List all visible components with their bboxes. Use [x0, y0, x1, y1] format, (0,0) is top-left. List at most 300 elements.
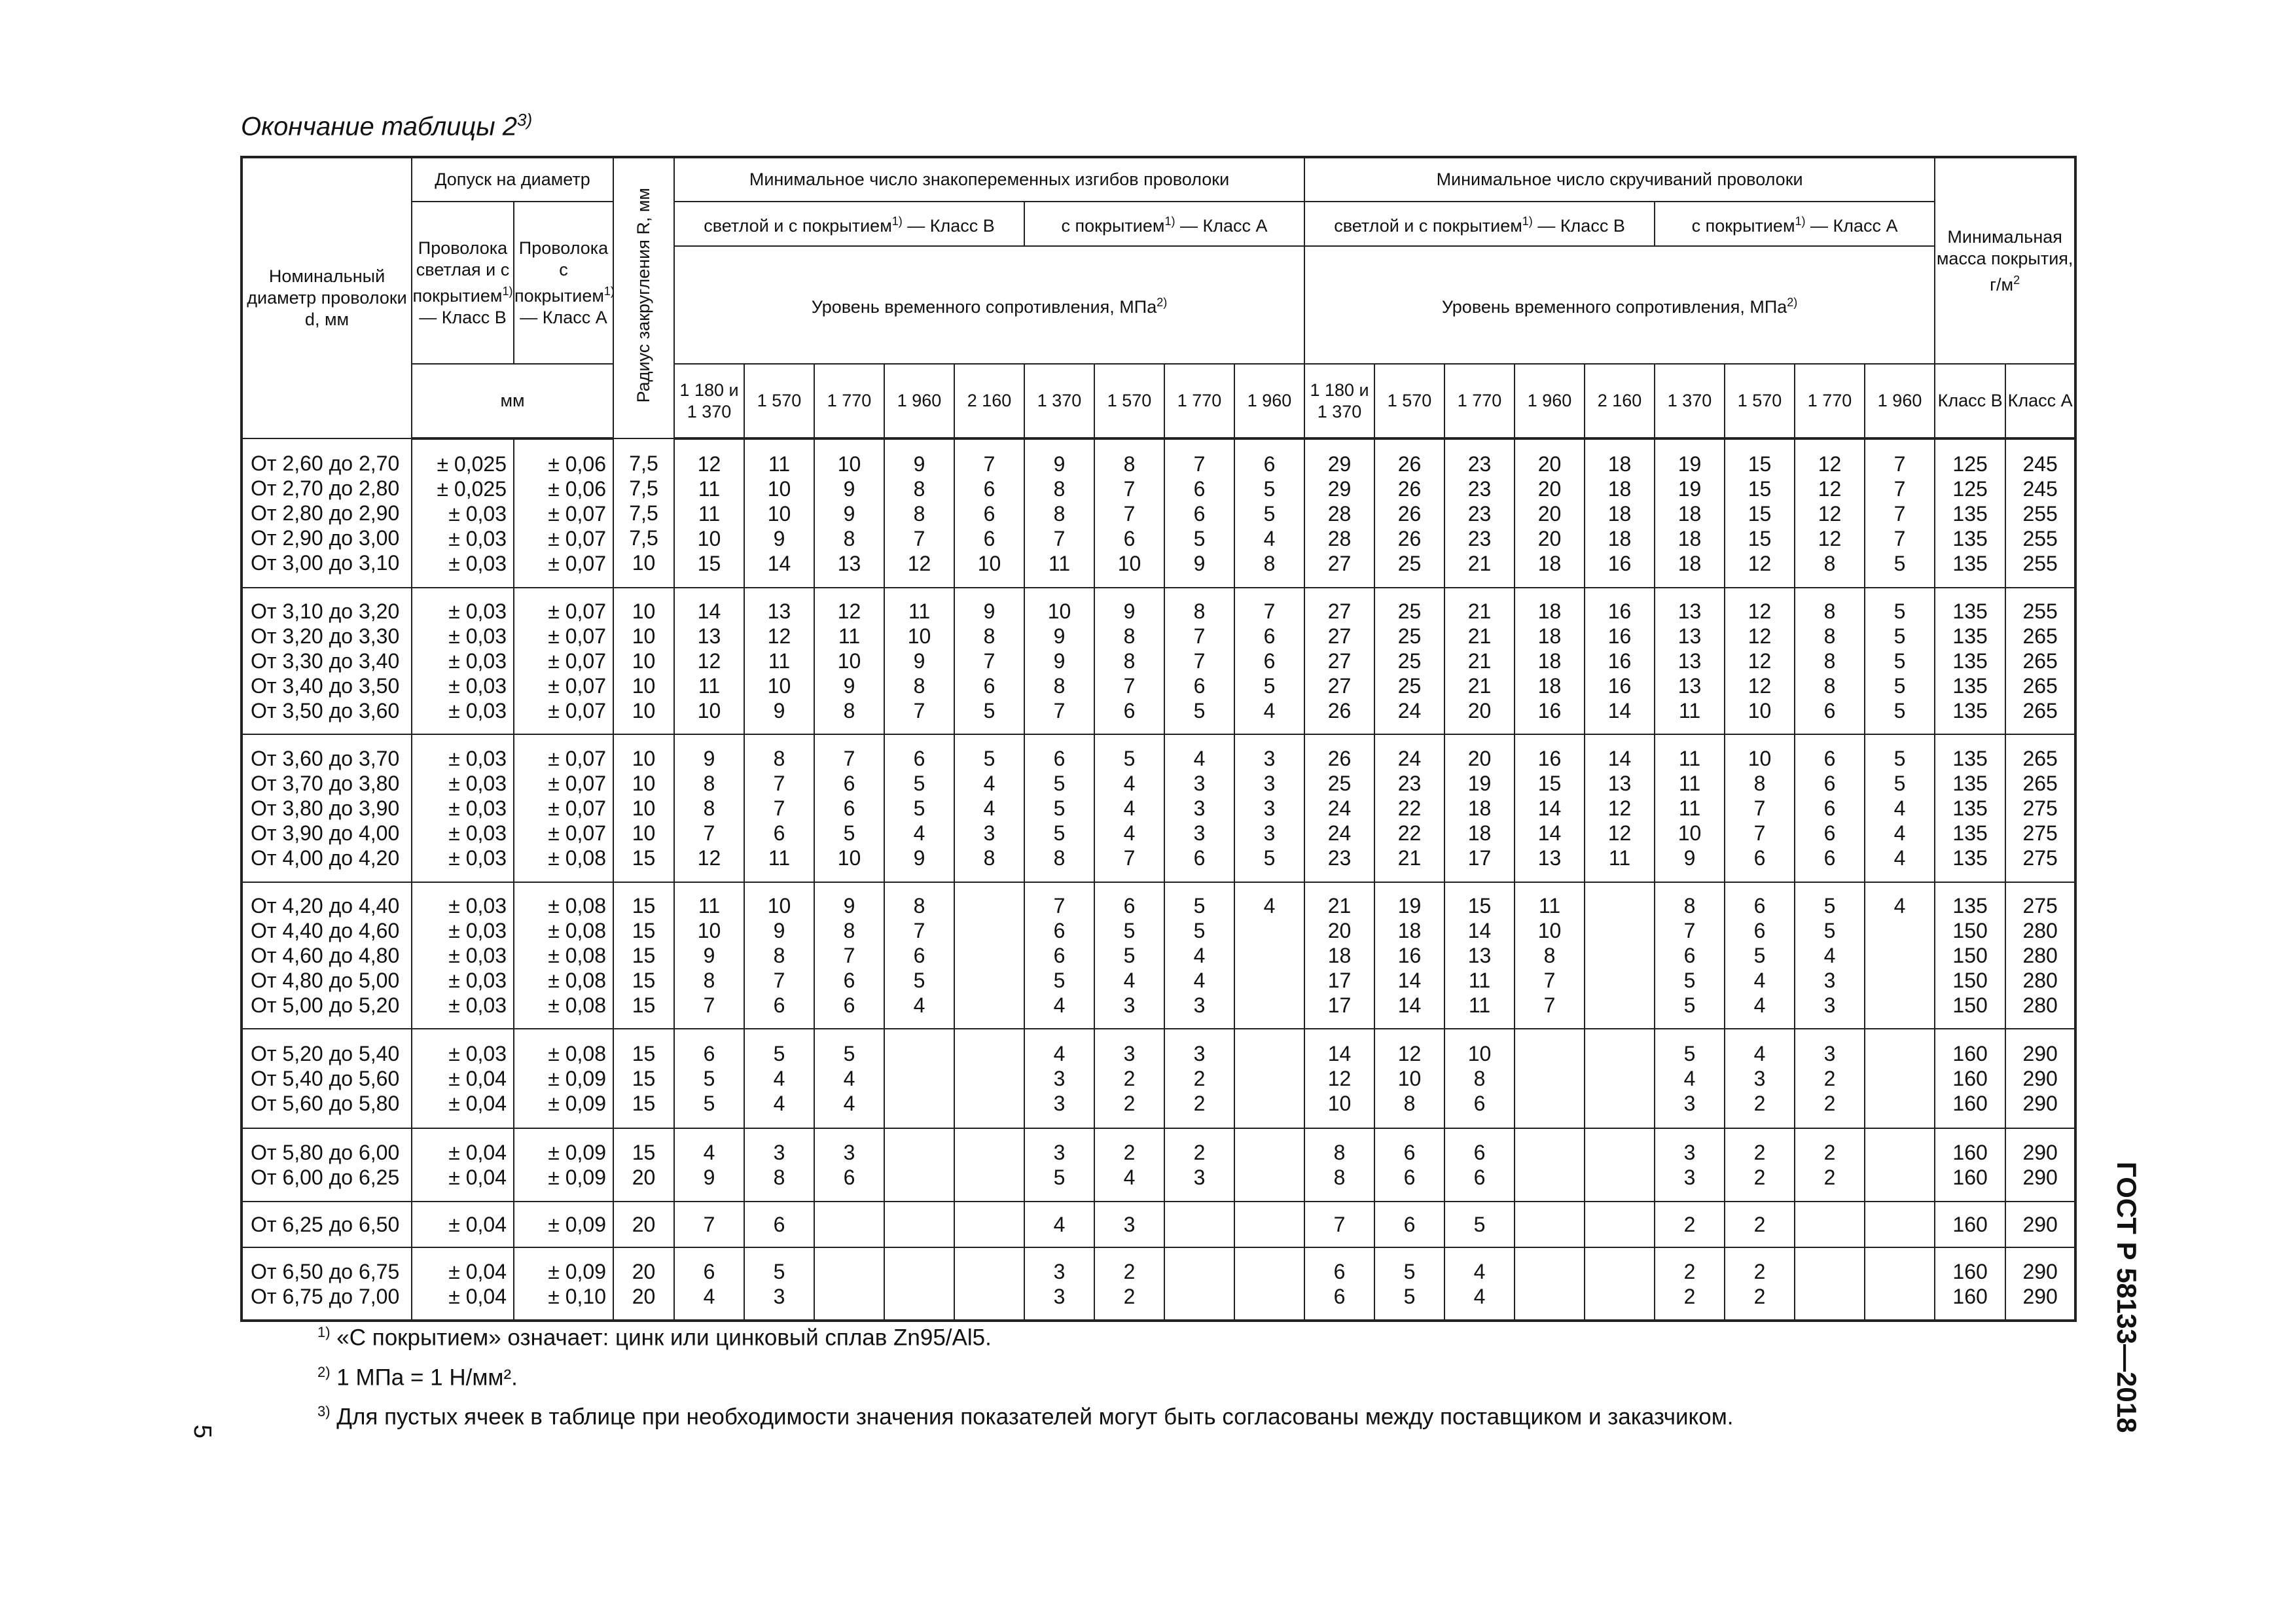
cell-line [1585, 1259, 1654, 1284]
cell-line [1585, 1165, 1654, 1190]
value-cell [1444, 882, 1515, 1029]
cell-line: 5 [913, 772, 925, 795]
cell-line [1515, 1066, 1584, 1091]
cell-line [1235, 1259, 1304, 1284]
cell-line: От 5,40 до 5,60 [251, 1067, 400, 1090]
cell-line: 9 [843, 674, 855, 698]
cell-line: 4 [1753, 969, 1766, 992]
cell-line [1165, 1284, 1234, 1309]
cell-line: 18 [1467, 821, 1492, 845]
cell-line: 290 [2022, 1092, 2058, 1115]
value-cell [1094, 1128, 1164, 1202]
value-cell [1444, 1202, 1515, 1247]
cell-line: 11 [768, 452, 791, 476]
cell-line: 6 [1823, 699, 1836, 722]
cell-line: ± 0,07 [548, 821, 606, 845]
cell-line: 2 [1753, 1166, 1766, 1189]
cell-line: 14 [1537, 821, 1562, 845]
cell-line: 14 [1537, 796, 1562, 820]
header-level: 1 180 и 1 370 [674, 364, 744, 438]
cell-line: 9 [913, 452, 925, 476]
header-level: 1 570 [1094, 364, 1164, 438]
value-cell [1024, 1128, 1094, 1202]
cell-line: 12 [697, 452, 721, 476]
value-cell [1234, 734, 1304, 882]
cell-line: 3 [1053, 1284, 1066, 1308]
cell-line: 13 [767, 599, 791, 623]
value-cell [1304, 734, 1374, 882]
value-cell [1725, 1247, 1795, 1321]
cell-line: 15 [632, 969, 656, 992]
value-cell [1374, 1128, 1444, 1202]
cell-line [885, 1066, 954, 1091]
cell-line: 11 [768, 649, 791, 673]
cell-line [1795, 1212, 1864, 1237]
cell-line: 5 [1263, 846, 1276, 870]
cell-line: ± 0,03 [448, 526, 507, 550]
cell-line: 10 [837, 452, 861, 476]
diameter-range-cell [242, 1202, 412, 1247]
cell-line: 2 [1193, 1141, 1206, 1164]
value-cell [1795, 438, 1865, 588]
cell-line: 7,5 [629, 452, 658, 475]
cell-line [1585, 968, 1654, 993]
header-level: 1 370 [1024, 364, 1094, 438]
value-cell [613, 1247, 674, 1321]
cell-line: ± 0,03 [448, 1042, 507, 1065]
cell-line: 6 [703, 1259, 715, 1283]
cell-line: 20 [1467, 747, 1492, 770]
cell-line: 280 [2022, 944, 2058, 967]
cell-line: 5 [913, 969, 925, 992]
cell-line: 9 [1683, 846, 1696, 870]
cell-line: 15 [632, 993, 656, 1017]
cell-line: От 3,40 до 3,50 [251, 674, 400, 698]
cell-line: 18 [1677, 551, 1702, 575]
cell-line: 4 [1053, 993, 1066, 1017]
cell-line: 9 [843, 894, 855, 918]
cell-line: 3 [1263, 821, 1276, 845]
cell-line: 5 [1193, 699, 1206, 722]
cell-line: От 6,25 до 6,50 [251, 1213, 400, 1236]
cell-line: 4 [1893, 894, 1906, 918]
cell-line: 11 [698, 476, 721, 501]
cell-line: 9 [1193, 551, 1206, 575]
cell-line: 135 [1952, 649, 1988, 673]
header-level: 1 570 [1374, 364, 1444, 438]
cell-line: 20 [1537, 501, 1562, 526]
cell-line: ± 0,09 [548, 1067, 606, 1090]
cell-line: 2 [1753, 1213, 1766, 1236]
cell-line: 135 [1952, 526, 1988, 550]
cell-line: 11 [1678, 796, 1701, 820]
cell-line: 5 [1193, 919, 1206, 942]
value-cell [1655, 1202, 1725, 1247]
cell-line: ± 0,04 [448, 1067, 507, 1090]
cell-line: 255 [2022, 599, 2058, 623]
cell-line: 4 [1473, 1259, 1486, 1283]
cell-line: 12 [1818, 526, 1842, 550]
cell-line: 13 [837, 551, 861, 575]
cell-line: 8 [913, 674, 925, 698]
cell-line: 17 [1327, 969, 1352, 992]
value-cell [1725, 1128, 1795, 1202]
cell-line: 11 [698, 501, 721, 526]
table-row-group [242, 1029, 2075, 1128]
cell-line [1235, 918, 1304, 943]
cell-line: 18 [1607, 526, 1632, 550]
cell-line: 290 [2022, 1067, 2058, 1090]
value-cell [814, 588, 884, 734]
cell-line: 13 [1677, 624, 1702, 648]
cell-line: 25 [1397, 624, 1422, 648]
cell-line: 24 [1397, 747, 1422, 770]
cell-line: От 3,80 до 3,90 [251, 796, 400, 820]
cell-line: 6 [1473, 1166, 1486, 1189]
cell-line: 13 [1677, 599, 1702, 623]
value-cell [1865, 438, 1935, 588]
cell-line: 265 [2022, 624, 2058, 648]
cell-line: 5 [1823, 919, 1836, 942]
cell-line: 4 [1893, 821, 1906, 845]
cell-line: 10 [907, 624, 931, 648]
value-cell [1935, 1029, 2005, 1128]
value-cell [1164, 588, 1234, 734]
cell-line: 5 [1823, 894, 1836, 918]
cell-line: 5 [1193, 526, 1206, 550]
cell-line: 12 [1748, 599, 1772, 623]
diameter-range-cell [242, 1029, 412, 1128]
cell-line: 5 [843, 1042, 855, 1065]
value-cell [1304, 882, 1374, 1029]
table-row-group [242, 734, 2075, 882]
cell-line: ± 0,03 [448, 796, 507, 820]
cell-line: 5 [1893, 674, 1906, 698]
cell-line: От 3,70 до 3,80 [251, 772, 400, 795]
value-cell [613, 882, 674, 1029]
cell-line: 6 [1263, 452, 1276, 476]
cell-line: ± 0,07 [548, 747, 606, 770]
cell-line: 8 [1753, 772, 1766, 795]
value-cell [1795, 1128, 1865, 1202]
cell-line: 265 [2022, 649, 2058, 673]
cell-line [955, 1165, 1024, 1190]
value-cell [1515, 734, 1585, 882]
cell-line: 14 [1327, 1042, 1352, 1065]
value-cell [1094, 1029, 1164, 1128]
cell-line: 10 [1748, 747, 1772, 770]
cell-line: 20 [1467, 699, 1492, 722]
cell-line: 10 [632, 796, 656, 820]
cell-line: 13 [1537, 846, 1562, 870]
cell-line: От 4,00 до 4,20 [251, 846, 400, 870]
cell-line: 8 [1403, 1092, 1416, 1115]
cell-line: 5 [983, 699, 996, 722]
value-cell [884, 588, 954, 734]
value-cell [613, 1029, 674, 1128]
cell-line: ± 0,06 [548, 476, 606, 501]
cell-line: 26 [1397, 476, 1422, 501]
cell-line: 255 [2022, 551, 2058, 575]
cell-line: 135 [1952, 501, 1988, 526]
value-cell [1094, 882, 1164, 1029]
cell-line: 5 [1683, 993, 1696, 1017]
value-cell [884, 734, 954, 882]
cell-line: 12 [697, 649, 721, 673]
value-cell [1585, 882, 1655, 1029]
cell-line: 7 [1123, 846, 1136, 870]
cell-line [815, 1284, 884, 1309]
cell-line: 5 [1263, 476, 1276, 501]
cell-line [1585, 1284, 1654, 1309]
cell-line: 23 [1327, 846, 1352, 870]
cell-line: 11 [908, 599, 931, 623]
value-cell [1024, 1029, 1094, 1128]
cell-line: 12 [1818, 452, 1842, 476]
value-cell [744, 882, 814, 1029]
value-cell [613, 1128, 674, 1202]
cell-line: 14 [1397, 969, 1422, 992]
cell-line: 11 [1468, 993, 1491, 1017]
cell-line: 15 [632, 1067, 656, 1090]
cell-line: 160 [1952, 1166, 1988, 1189]
cell-line: 5 [1123, 747, 1136, 770]
cell-line: ± 0,07 [548, 551, 606, 575]
cell-line: 5 [773, 1042, 785, 1065]
cell-line: 8 [703, 969, 715, 992]
diameter-range-cell [242, 1128, 412, 1202]
header-level: 1 960 [1865, 364, 1935, 438]
cell-line: 23 [1467, 501, 1492, 526]
value-cell [1795, 882, 1865, 1029]
value-cell [1725, 734, 1795, 882]
value-cell [2005, 588, 2075, 734]
cell-line: 21 [1467, 649, 1492, 673]
cell-line: ± 0,08 [548, 894, 606, 918]
header-strength-level-twists: Уровень временного сопротивления, МПа$^{2)}$ [1304, 246, 1935, 364]
page-number: 5 [188, 1424, 217, 1439]
value-cell [613, 588, 674, 734]
cell-line [1235, 1165, 1304, 1190]
cell-line: 265 [2022, 674, 2058, 698]
value-cell [1374, 1247, 1444, 1321]
cell-line [1865, 918, 1934, 943]
cell-line: 3 [1753, 1067, 1766, 1090]
cell-line: 18 [1537, 599, 1562, 623]
cell-line: 9 [1053, 452, 1066, 476]
cell-line: 6 [1403, 1141, 1416, 1164]
value-cell [1515, 1029, 1585, 1128]
cell-line: 13 [1677, 649, 1702, 673]
header-level: 2 160 [1585, 364, 1655, 438]
cell-line: ± 0,08 [548, 969, 606, 992]
cell-line [1865, 1165, 1934, 1190]
value-cell [1795, 1247, 1865, 1321]
cell-line: 11 [698, 894, 721, 918]
cell-line: 3 [1193, 1042, 1206, 1065]
value-cell [1795, 588, 1865, 734]
cell-line: 8 [703, 772, 715, 795]
cell-line: 15 [697, 551, 721, 575]
cell-line: 10 [767, 501, 791, 526]
cell-line: 4 [983, 796, 996, 820]
cell-line: 18 [1607, 501, 1632, 526]
cell-line [1585, 1066, 1654, 1091]
cell-line: ± 0,09 [548, 1166, 606, 1189]
cell-line: 5 [1403, 1284, 1416, 1308]
cell-line: 8 [1683, 894, 1696, 918]
cell-line [1585, 893, 1654, 918]
cell-line: 5 [913, 796, 925, 820]
value-cell [1094, 1202, 1164, 1247]
cell-line: 280 [2022, 993, 2058, 1017]
cell-line: 3 [1263, 747, 1276, 770]
cell-line: 22 [1397, 796, 1422, 820]
document-title: ГОСТ Р 58133—2018 [2111, 1162, 2142, 1433]
value-cell [1935, 438, 2005, 588]
cell-line: 6 [1823, 846, 1836, 870]
cell-line: 6 [843, 772, 855, 795]
value-cell [1164, 734, 1234, 882]
cell-line: 5 [1053, 796, 1066, 820]
cell-line: 4 [1123, 772, 1136, 795]
cell-line: 160 [1952, 1042, 1988, 1065]
cell-line [1515, 1165, 1584, 1190]
cell-line: 290 [2022, 1166, 2058, 1189]
cell-line: 7 [1753, 796, 1766, 820]
cell-line: 2 [1753, 1141, 1766, 1164]
cell-line: 12 [1818, 476, 1842, 501]
cell-line: 21 [1467, 551, 1492, 575]
cell-line [885, 1140, 954, 1165]
cell-line: 28 [1327, 526, 1352, 550]
cell-line: 5 [1893, 699, 1906, 722]
cell-line: 3 [983, 821, 996, 845]
cell-line: 5 [1053, 772, 1066, 795]
cell-line: 8 [983, 846, 996, 870]
value-cell [954, 1247, 1024, 1321]
value-cell [1234, 588, 1304, 734]
cell-line: 125 [1952, 476, 1988, 501]
value-cell [613, 1202, 674, 1247]
cell-line: 8 [1263, 551, 1276, 575]
cell-line: ± 0,03 [448, 919, 507, 942]
cell-line: ± 0,07 [548, 599, 606, 623]
cell-line: 23 [1467, 526, 1492, 550]
value-cell [1374, 1202, 1444, 1247]
value-cell [613, 438, 674, 588]
cell-line [955, 1284, 1024, 1309]
cell-line: 5 [1893, 599, 1906, 623]
cell-line: 10 [1327, 1092, 1352, 1115]
cell-line: ± 0,08 [548, 846, 606, 870]
cell-line: 265 [2022, 747, 2058, 770]
cell-line: 7 [1053, 526, 1066, 550]
cell-line: 150 [1952, 993, 1988, 1017]
cell-line: 6 [983, 674, 996, 698]
cell-line [1235, 1212, 1304, 1237]
value-cell [744, 1029, 814, 1128]
cell-line: ± 0,07 [548, 699, 606, 722]
cell-line: 10 [1677, 821, 1702, 845]
value-cell [1094, 1247, 1164, 1321]
cell-line: 13 [1467, 944, 1492, 967]
cell-line: ± 0,09 [548, 1141, 606, 1164]
cell-line: 6 [843, 969, 855, 992]
value-cell [1515, 1128, 1585, 1202]
cell-line: 275 [2022, 894, 2058, 918]
cell-line: 7 [773, 796, 785, 820]
cell-line: 26 [1327, 699, 1352, 722]
cell-line: 2 [1823, 1092, 1836, 1115]
cell-line: 16 [1607, 649, 1632, 673]
cell-line: 135 [1952, 747, 1988, 770]
value-cell [814, 1202, 884, 1247]
cell-line: ± 0,09 [548, 1213, 606, 1236]
cell-line: 7 [983, 452, 996, 476]
cell-line: От 4,40 до 4,60 [251, 919, 400, 942]
cell-line: 13 [1677, 674, 1702, 698]
value-cell [1585, 588, 1655, 734]
cell-line: 4 [1053, 1213, 1066, 1236]
value-cell [1164, 1128, 1234, 1202]
cell-line: 4 [773, 1067, 785, 1090]
cell-line [885, 1259, 954, 1284]
cell-line: 6 [983, 526, 996, 550]
cell-line: 21 [1327, 894, 1352, 918]
cell-line: 29 [1327, 452, 1352, 476]
value-cell [814, 1128, 884, 1202]
cell-line: 9 [773, 526, 785, 550]
cell-line: 3 [1053, 1141, 1066, 1164]
cell-line: 5 [1893, 624, 1906, 648]
value-cell [412, 438, 514, 588]
header-tolerance: Допуск на диаметр [412, 157, 613, 202]
cell-line: 2 [1123, 1092, 1136, 1115]
cell-line: 23 [1467, 476, 1492, 501]
cell-line: 135 [1952, 699, 1988, 722]
cell-line [1865, 993, 1934, 1018]
cell-line: 4 [1263, 526, 1276, 550]
cell-line: 5 [1893, 747, 1906, 770]
cell-line: 160 [1952, 1092, 1988, 1115]
cell-line: 25 [1397, 551, 1422, 575]
cell-line: 4 [1123, 969, 1136, 992]
value-cell [1515, 1247, 1585, 1321]
value-cell [1024, 588, 1094, 734]
cell-line: 135 [1952, 796, 1988, 820]
cell-line [1865, 968, 1934, 993]
cell-line: 18 [1607, 452, 1632, 476]
cell-line: От 3,60 до 3,70 [251, 747, 400, 770]
cell-line: 15 [632, 1092, 656, 1115]
cell-line [1235, 943, 1304, 968]
cell-line: 6 [1193, 501, 1206, 526]
cell-line: 10 [632, 674, 656, 698]
cell-line: 13 [697, 624, 721, 648]
cell-line [1585, 1212, 1654, 1237]
value-cell [2005, 1029, 2075, 1128]
cell-line: 290 [2022, 1141, 2058, 1164]
diameter-range-cell [242, 588, 412, 734]
value-cell [1585, 1029, 1655, 1128]
value-cell [1444, 588, 1515, 734]
cell-line: 5 [1193, 894, 1206, 918]
cell-line: 2 [1753, 1259, 1766, 1283]
value-cell [1024, 1247, 1094, 1321]
cell-line: 20 [632, 1259, 656, 1283]
cell-line: 275 [2022, 821, 2058, 845]
